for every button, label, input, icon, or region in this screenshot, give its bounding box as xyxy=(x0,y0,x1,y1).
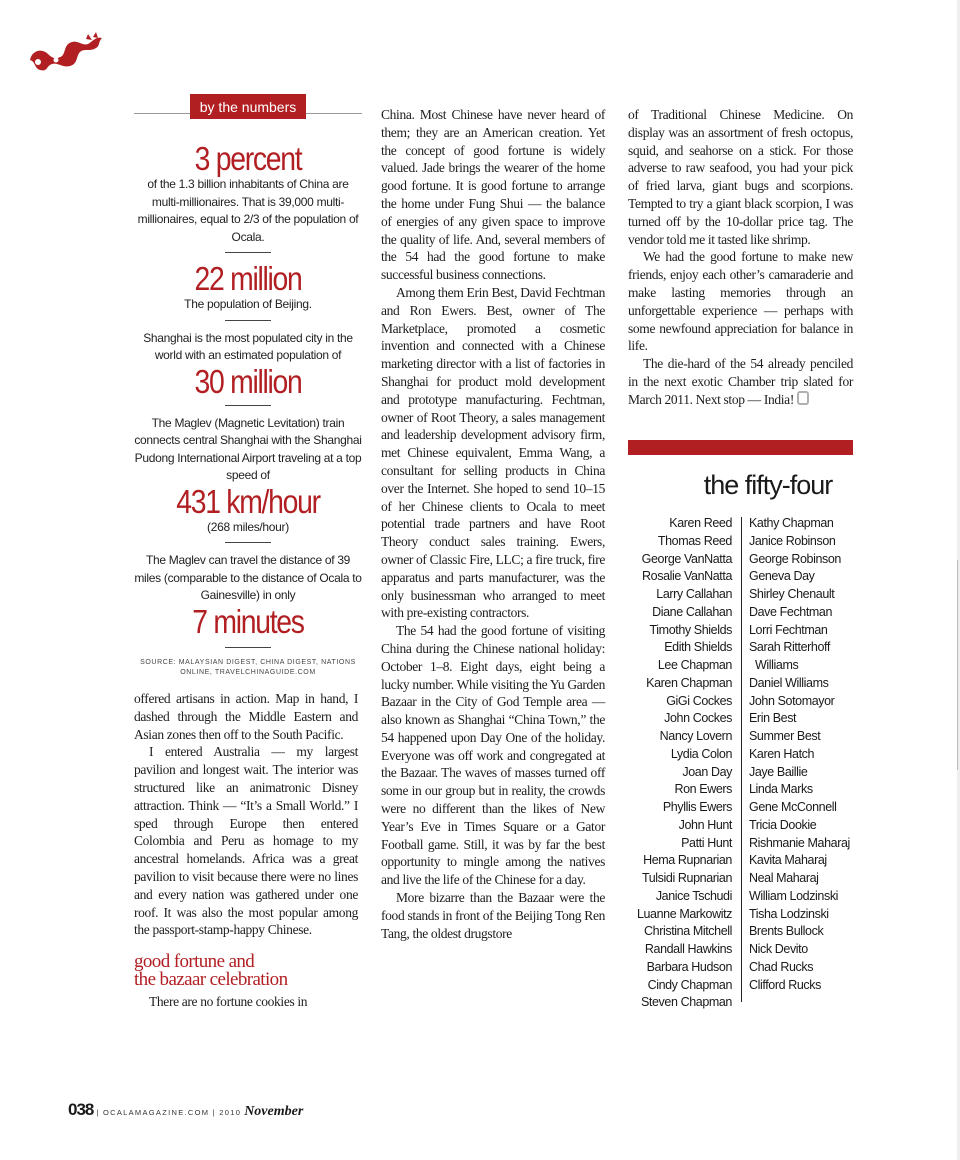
member-name: Ron Ewers xyxy=(674,782,732,797)
member-name: Gene McConnell xyxy=(749,800,837,814)
member-name: Brents Bullock xyxy=(749,924,824,939)
member-name: Jaye Baillie xyxy=(749,764,808,779)
stat-22-million-text: The population of Beijing. xyxy=(184,297,312,311)
footer-month: November xyxy=(244,1104,304,1119)
member-name: Patti Hunt xyxy=(681,835,732,850)
member-name: Joan Day xyxy=(682,764,732,779)
closing-text: The die-hard of the 54 already penciled in the next exotic Chamber trip slated for March 2011. Next stop — India! xyxy=(628,356,853,407)
member-name: Luanne Markowitz xyxy=(636,906,732,921)
stat-divider xyxy=(225,320,271,321)
member-name: Geneva Day xyxy=(749,569,815,584)
member-name: Dave Fechtman xyxy=(749,604,833,619)
by-the-numbers-sidebar xyxy=(134,94,362,678)
stat-divider xyxy=(225,252,271,253)
article-paragraph: There are no fortune cookies in xyxy=(149,994,308,1010)
by-the-numbers-tab: by the numbers xyxy=(190,94,307,119)
member-name: Steven Chapman xyxy=(641,995,732,1010)
member-name: Summer Best xyxy=(749,729,821,743)
member-name: George VanNatta xyxy=(641,551,732,566)
member-name: Williams xyxy=(755,658,799,672)
names-divider xyxy=(741,517,742,1002)
stat-divider xyxy=(225,542,271,543)
stat-maglev-distance-text: The Maglev can travel the distance of 39 miles (comparable to the distance of Ocala to Gainesville) in only xyxy=(134,553,362,602)
dragon-logo-icon xyxy=(26,30,106,74)
member-name: Sarah Ritterhoff xyxy=(749,640,830,655)
stat-431-kmh: 431 km/hour xyxy=(176,482,320,520)
end-mark-icon xyxy=(797,391,809,405)
member-name: Tricia Dookie xyxy=(749,817,817,832)
member-name: Nancy Lovern xyxy=(659,729,732,743)
member-name: Karen Reed xyxy=(669,516,732,530)
member-name: Clifford Rucks xyxy=(749,977,821,992)
article-paragraph: The 54 had the good fortune of visiting China during the Chinese national holiday: October 1–8. Eight days, eight being a lucky number. While visiting the Yu Garden Bazaar in the City of God Temple area — also known as Shanghai “China Town,” the 54 happened upon Day One of the holiday. Everyone was off work and congregated at the Bazaar. The waves of masses turned off some in our group but in reality, the crowds were no different than the likes of New Year’s Eve in Times Square or a Gator Football game. Still, it was by far the best opportunity to mingle among the natives and live the life of the Chinese for a day. xyxy=(381,623,605,888)
article-paragraph: offered artisans in action. Map in hand, I dashed through the Middle Eastern and Asian zones then off to the South Pacific. xyxy=(134,691,358,742)
stat-divider xyxy=(225,405,271,406)
member-name: Tulsidi Rupnarian xyxy=(641,871,732,885)
fifty-four-red-bar xyxy=(628,440,853,455)
member-name: Erin Best xyxy=(749,711,797,726)
member-name: Timothy Shields xyxy=(649,622,732,637)
member-name: Christina Mitchell xyxy=(644,924,732,939)
member-name: Karen Chapman xyxy=(646,675,732,690)
names-right-column xyxy=(749,515,889,994)
member-name: John Sotomayor xyxy=(749,693,835,708)
stat-maglev-speed-text: The Maglev (Magnetic Levitation) train connects central Shanghai with the Shanghai Pudong International Airport traveling at a top speed of xyxy=(134,415,362,482)
stat-30-million-text: Shanghai is the most populated city in the world with an estimated population of xyxy=(143,330,353,362)
member-name: Chad Rucks xyxy=(749,959,814,974)
member-name: Daniel Williams xyxy=(749,675,829,690)
member-name: Cindy Chapman xyxy=(647,977,732,992)
member-name: Rishmanie Maharaj xyxy=(749,835,850,850)
member-name: Barbara Hudson xyxy=(646,959,732,974)
stat-30-million: 30 million xyxy=(194,362,302,400)
stat-divider xyxy=(225,647,271,648)
member-name: John Cockes xyxy=(664,711,732,726)
member-name: Thomas Reed xyxy=(657,533,732,548)
article-paragraph xyxy=(628,355,853,408)
subhead xyxy=(134,953,358,989)
fifty-four-title: the fifty-four xyxy=(703,470,833,500)
member-name: Diane Callahan xyxy=(652,604,732,619)
member-name: Kavita Maharaj xyxy=(749,853,827,868)
page-edge-line xyxy=(957,560,958,770)
member-name: Karen Hatch xyxy=(749,746,815,761)
member-name: Hema Rupnarian xyxy=(643,853,732,868)
names-left-column xyxy=(628,515,732,1012)
article-column-2 xyxy=(381,106,605,942)
member-name: George Robinson xyxy=(749,551,841,566)
member-name: Shirley Chenault xyxy=(749,587,835,601)
member-name: Edith Shields xyxy=(664,640,732,655)
member-name: Larry Callahan xyxy=(656,587,732,601)
page-footer xyxy=(68,1100,303,1120)
member-name: Lorri Fechtman xyxy=(749,622,828,637)
article-paragraph: We had the good fortune to make new friends, enjoy each other’s camaraderie and make lasting memories through an unforgettable experience — perhaps with some newfound appreciation for balance in life. xyxy=(628,249,853,354)
footer-site: | OCALAMAGAZINE.COM | 2010 xyxy=(96,1108,242,1117)
member-name: Lee Chapman xyxy=(657,658,732,672)
member-name: Janice Tschudi xyxy=(655,888,732,903)
article-paragraph: I entered Australia — my largest pavilion and longest wait. The interior was structured like an animatronic Disney attraction. Think — “It’s a Small World.” I sped through Europe then entered Colombia and Peru as homage to my ancestral homelands. Africa was a great pavilion to visit because there were no lines and every nation was gathered under one roof. It was also the most popular among the passport-stamp-happy Chinese. xyxy=(134,744,358,938)
subhead-line-1: good fortune and xyxy=(134,951,255,973)
member-name: Linda Marks xyxy=(749,782,813,797)
member-name: John Hunt xyxy=(678,817,732,832)
member-name: William Lodzinski xyxy=(749,888,839,903)
article-paragraph: China. Most Chinese have never heard of them; they are an American creation. Yet the concept of good fortune is widely valued. Jade brings the wearer of the home good fortune. It is good fortune to arrange the home under Fung Shui — the balance of energies of any given space to improve the quality of life. And, several members of the 54 had the good fortune to make successful business connections. xyxy=(381,107,605,283)
stat-7-minutes: 7 minutes xyxy=(192,602,304,640)
source-credit: SOURCE: MALAYSIAN DIGEST, CHINA DIGEST, NATIONS ONLINE, TRAVELCHINAGUIDE.COM xyxy=(140,658,356,676)
sidebar-header xyxy=(134,94,362,124)
article-paragraph: Among them Erin Best, David Fechtman and Ron Ewers. Best, owner of The Marketplace, promoted a cosmetic invention and connected with a Chinese marketing director with a list of factories in Shanghai for product mold development and prototype manufacturing. Fechtman, owner of Root Theory, a sales management and leadership development advisory firm, met Chinese equivalent, Emma Wang, a consultant for selling products in China over the Internet. She hoped to send 10–15 of her Chinese clients to Ocala to meet potential trade partners and have Root Theory conduct sales training. Ewers, owner of Classic Fire, LLC; a fire truck, fire apparatus and parts manufacturer, was the only businessman who arranged to meet with pre-existing contractors. xyxy=(381,284,605,621)
stat-3-percent: 3 percent xyxy=(194,140,302,177)
subhead-line-2: the bazaar celebration xyxy=(134,969,288,991)
member-name: Neal Maharaj xyxy=(749,871,819,885)
page-number: 038 xyxy=(68,1100,94,1119)
stat-22-million: 22 million xyxy=(194,260,302,297)
article-paragraph: of Traditional Chinese Medicine. On display was an assortment of fresh octopus, squid, and seahorse on a stick. For those adverse to raw seafood, you had your pick of fried larva, giant bugs and scorpions. Tempted to try a giant black scorpion, I was turned off by the 10-dollar price tag. The vendor told me it tasted like shrimp. xyxy=(628,107,853,247)
member-name: Lydia Colon xyxy=(670,746,732,761)
article-column-3 xyxy=(628,106,853,409)
member-name: Phyllis Ewers xyxy=(662,800,732,814)
stat-3-percent-text: of the 1.3 billion inhabitants of China are multi-millionaires. That is 39,000 multi-millionaires, equal to 2/3 of the population of Ocala. xyxy=(137,177,359,244)
member-name: Nick Devito xyxy=(749,942,808,956)
member-name: Tisha Lodzinski xyxy=(749,906,829,921)
article-paragraph: More bizarre than the Bazaar were the food stands in front of the Beijing Tong Ren Tang, the oldest drugstore xyxy=(381,890,605,941)
article-column-1 xyxy=(134,690,358,1011)
stat-miles-per-hour: (268 miles/hour) xyxy=(207,519,289,534)
member-name: Randall Hawkins xyxy=(644,942,732,956)
member-name: Rosalie VanNatta xyxy=(642,569,732,584)
member-name: Kathy Chapman xyxy=(749,516,834,530)
member-name: GiGi Cockes xyxy=(666,693,732,708)
member-name: Janice Robinson xyxy=(749,533,836,548)
